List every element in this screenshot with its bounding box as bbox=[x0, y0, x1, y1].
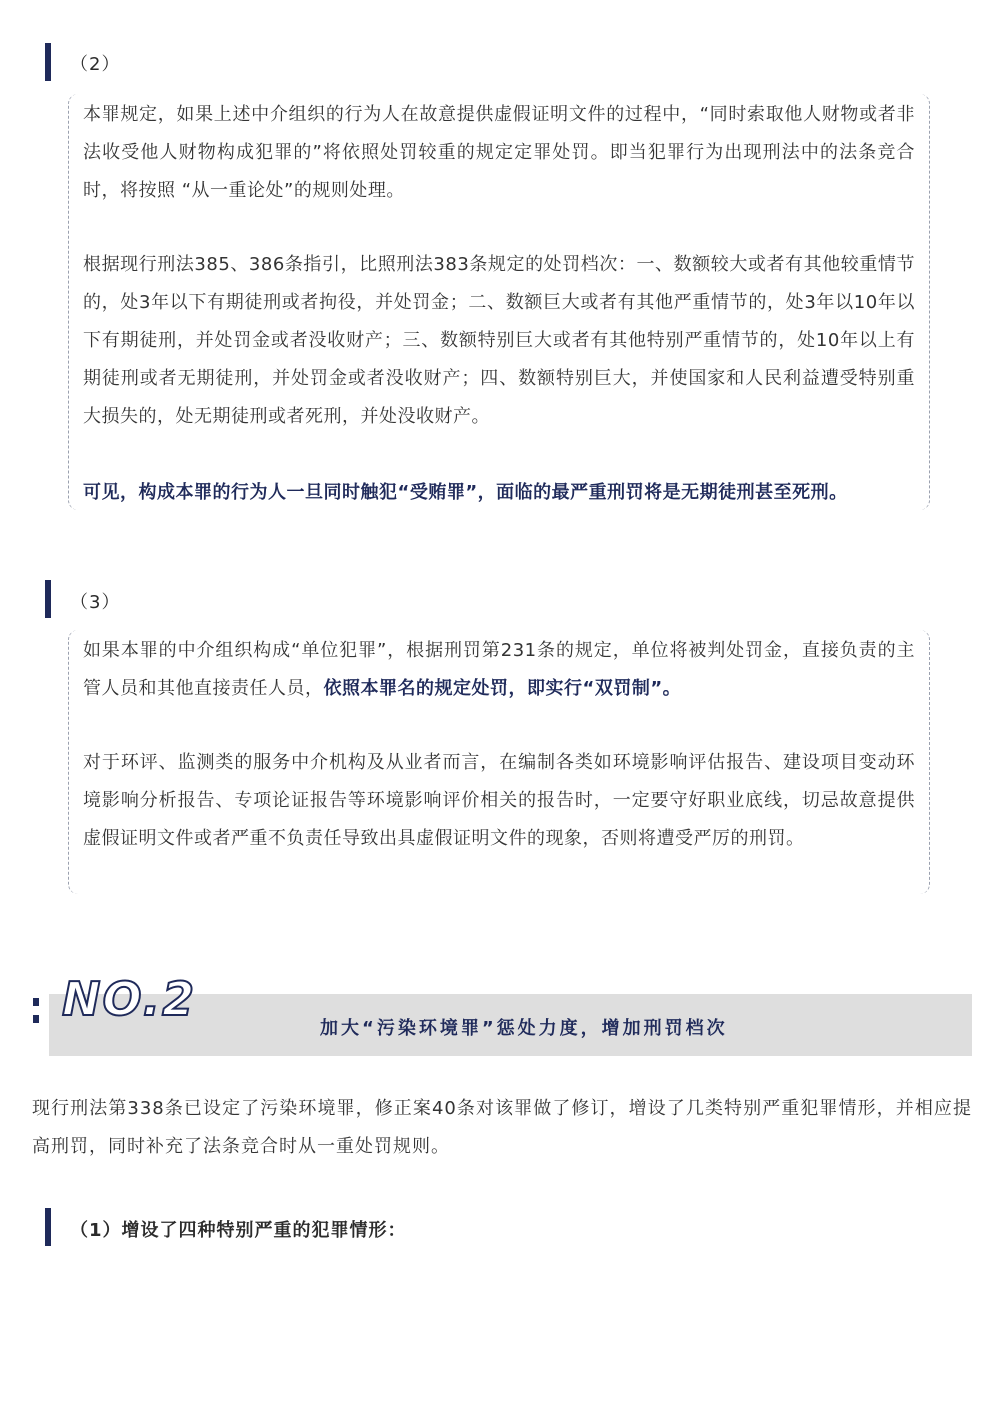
content-box-2 bbox=[68, 94, 930, 510]
heading-2: （2） bbox=[70, 54, 121, 75]
section-marker-bottom bbox=[33, 1015, 39, 1023]
para-3-1-normal: 如果本罪的中介组织构成“单位犯罪”，根据刑罚第231条的规定，单位将被判处罚金，直接负责的主管人员和其他直接责任人员， bbox=[83, 640, 915, 699]
para-3-1-bold: 依照本罪名的规定处罚，即实行“双罚制”。 bbox=[323, 678, 682, 699]
heading-bar-3 bbox=[45, 580, 51, 618]
para-2-2: 根据现行刑法385、386条指引，比照刑法383条规定的处罚档次：一、数额较大或者有其他较重情节的，处3年以下有期徒刑或者拘役，并处罚金；二、数额巨大或者有其他严重情节的，处3年以10年以下有期徒刑，并处罚金或者没收财产；三、数额特别巨大或者有其他特别严重情节的，处10年以上有期徒刑或者无期徒刑，并处罚金或者没收财产；四、数额特别巨大，并使国家和人民利益遭受特别重大损失的，处无期徒刑或者死刑，并处没收财产。 bbox=[83, 254, 915, 427]
section-title: 加大“污染环境罪”惩处力度，增加刑罚档次 bbox=[320, 1018, 728, 1039]
content-box-3 bbox=[68, 630, 930, 894]
subheading-1: （1）增设了四种特别严重的犯罪情形： bbox=[70, 1220, 407, 1241]
para-3-1 bbox=[83, 632, 915, 708]
heading-3: （3） bbox=[70, 592, 121, 613]
para-3-2: 对于环评、监测类的服务中介机构及从业者而言，在编制各类如环境影响评估报告、建设项目变动环境影响分析报告、专项论证报告等环境影响评价相关的报告时，一定要守好职业底线，切忌故意提供虚假证明文件或者严重不负责任导致出具虚假证明文件的现象，否则将遭受严厉的刑罚。 bbox=[83, 752, 915, 849]
section-marker-top bbox=[33, 998, 39, 1006]
para-2-1: 本罪规定，如果上述中介组织的行为人在故意提供虚假证明文件的过程中，“同时索取他人财物或者非法收受他人财物构成犯罪的”将依照处罚较重的规定定罪处罚。即当犯罪行为出现刑法中的法条竞合时，将按照 “从一重论处”的规则处理。 bbox=[83, 104, 915, 201]
para-2-3: 可见，构成本罪的行为人一旦同时触犯“受贿罪”，面临的最严重刑罚将是无期徒刑甚至死刑。 bbox=[83, 482, 848, 503]
section-number: NO.2 bbox=[62, 972, 197, 1026]
section-intro: 现行刑法第338条已设定了污染环境罪，修正案40条对该罪做了修订，增设了几类特别严重犯罪情形，并相应提高刑罚，同时补充了法条竞合时从一重处罚规则。 bbox=[32, 1098, 972, 1157]
heading-bar-sub1 bbox=[45, 1208, 51, 1246]
heading-bar-2 bbox=[45, 43, 51, 81]
